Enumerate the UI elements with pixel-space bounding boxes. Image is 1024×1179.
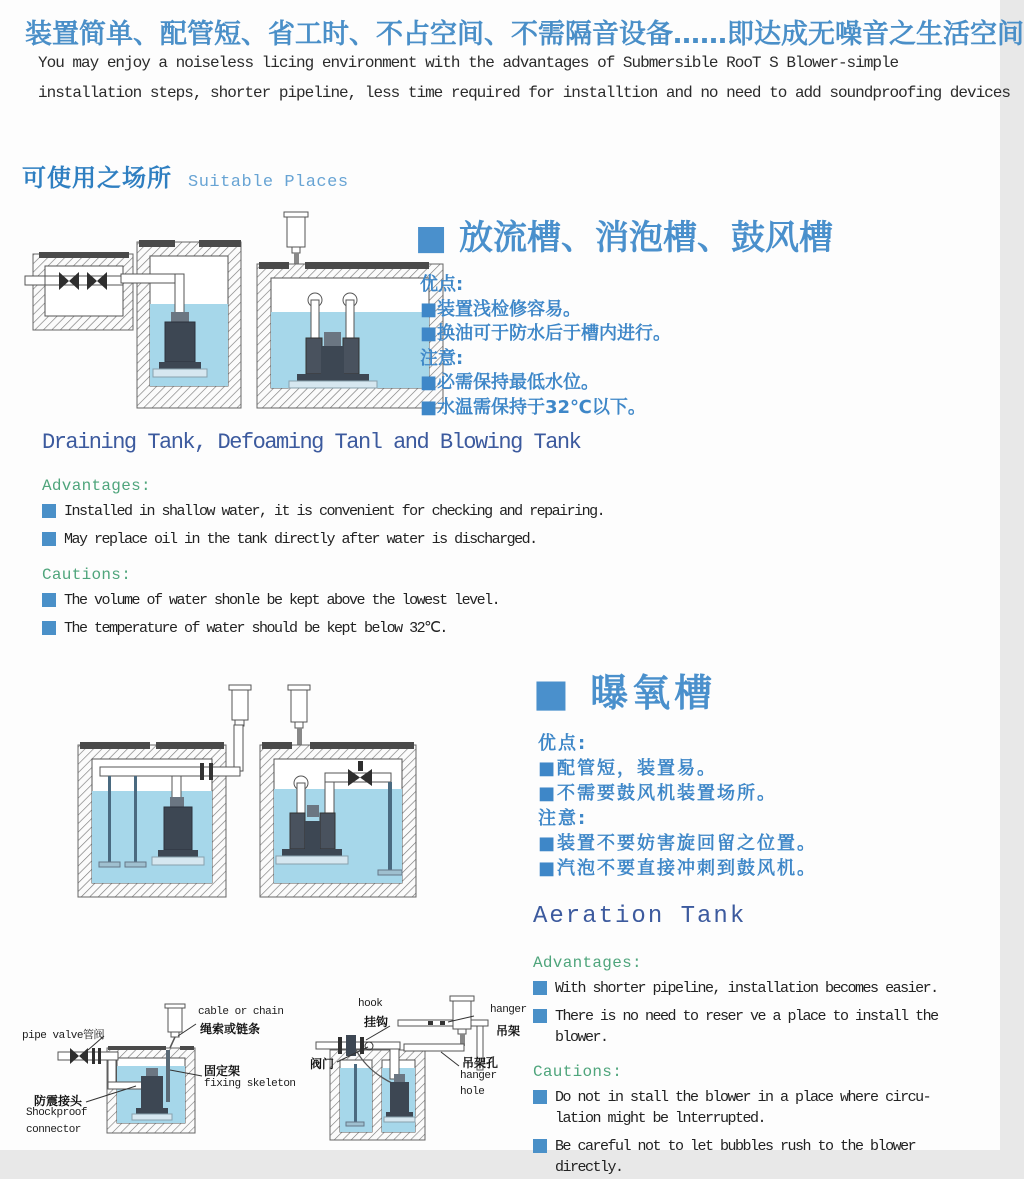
hanger-hole bbox=[428, 1021, 433, 1025]
fixing-skeleton-label-cn: 固定架 bbox=[204, 1064, 241, 1078]
section2-en-block bbox=[533, 903, 938, 1179]
advantages-label-cn: 优点: bbox=[420, 274, 464, 295]
section1-en-block bbox=[42, 430, 604, 639]
intro-paragraph bbox=[38, 48, 1010, 108]
silencer bbox=[288, 685, 310, 728]
hook-label-cn: 挂钩 bbox=[364, 1015, 389, 1029]
section2-cn-lines bbox=[538, 731, 817, 881]
cable-or-chain-label-en: cable or chain bbox=[198, 1006, 284, 1018]
bullet-text: The temperature of water should be kept below 32℃. bbox=[64, 619, 447, 637]
bullet-square-icon bbox=[42, 621, 56, 635]
suitable-places-en: Suitable Places bbox=[188, 173, 349, 192]
advantages-label-en: Advantages: bbox=[42, 477, 151, 495]
section2-title: ■ 曝氧槽 bbox=[533, 671, 717, 715]
caution-item-en bbox=[533, 1136, 938, 1179]
section1-cn-block bbox=[415, 210, 833, 420]
cable-or-chain-label-cn: 绳索或链条 bbox=[200, 1022, 261, 1036]
bullet-line: There is no need to reser ve a place to install the bbox=[555, 1007, 938, 1025]
silencer bbox=[165, 1004, 185, 1037]
hanger-hole-label-en2: hole bbox=[460, 1086, 485, 1098]
hanger-hole-label-cn: 吊架孔 bbox=[462, 1056, 499, 1070]
fixing-skeleton-label-en: fixing skeleton bbox=[204, 1078, 296, 1090]
cautions-label-en: Cautions: bbox=[533, 1062, 623, 1081]
hanger-hole-label-en1: hanger bbox=[460, 1070, 497, 1082]
fixing-skeleton-bar bbox=[166, 1050, 170, 1102]
caution-item-en bbox=[42, 590, 604, 612]
aeration-tank-left bbox=[78, 685, 251, 897]
small-tank-with-valve-chamber bbox=[25, 240, 241, 408]
section1-title-en: Draining Tank, Defoaming Tanl and Blowing Tank bbox=[42, 430, 581, 455]
bullet-text bbox=[555, 1006, 938, 1049]
advantage-item-en bbox=[533, 978, 938, 1000]
advantage-item-en bbox=[42, 501, 604, 523]
shockproof-label-cn: 防震接头 bbox=[34, 1094, 83, 1108]
diagram-draining-tanks bbox=[25, 212, 445, 412]
caution-item-cn: ■必需保持最低水位。 bbox=[420, 372, 600, 393]
bullet-text bbox=[555, 1136, 915, 1179]
silencer bbox=[284, 212, 308, 266]
bullet-square-icon bbox=[42, 593, 56, 607]
bullet-line: blower. bbox=[555, 1029, 608, 1046]
valve-label-cn: 阀门 bbox=[310, 1057, 335, 1071]
advantage-item-cn: ■不需要鼓风机装置场所。 bbox=[538, 783, 778, 804]
bullet-text bbox=[555, 1087, 930, 1130]
silencer bbox=[229, 685, 251, 726]
shockproof-label-en2: connector bbox=[26, 1124, 81, 1136]
cautions-label-cn: 注意: bbox=[538, 808, 588, 829]
hanger-label-en: hanger bbox=[490, 1004, 527, 1016]
advantage-item-cn: ■配管短，装置易。 bbox=[538, 758, 718, 779]
advantage-item-cn: ■装置浅检修容易。 bbox=[420, 298, 582, 320]
bullet-line: directly. bbox=[555, 1159, 623, 1176]
advantage-item-en bbox=[42, 529, 604, 551]
bullet-text: May replace oil in the tank directly after water is discharged. bbox=[64, 530, 537, 548]
shockproof-label-en1: Shockproof bbox=[26, 1107, 88, 1119]
caution-item-en bbox=[42, 618, 604, 640]
section2-title-en: Aeration Tank bbox=[533, 903, 747, 930]
cautions-label-en: Cautions: bbox=[42, 566, 132, 584]
pipe-valve-label: pipe valve管阀 bbox=[22, 1030, 105, 1042]
suitable-places-heading bbox=[22, 158, 349, 193]
suitable-places-cn: 可使用之场所 bbox=[22, 164, 172, 192]
hanger-label-cn: 吊架 bbox=[496, 1024, 521, 1038]
intro-line-2: installation steps, shorter pipeline, less time required for installtion and no need to add soundproofing devices bbox=[38, 84, 1010, 102]
bullet-line: Be careful not to let bubbles rush to the blower bbox=[555, 1137, 916, 1155]
section1-title: ■ 放流槽、消泡槽、鼓风槽 bbox=[415, 218, 833, 258]
page-headline: 装置简单、配管短、省工时、不占空间、不需隔音设备……即达成无噪音之生活空间 bbox=[25, 19, 1024, 50]
advantages-label-cn: 优点: bbox=[538, 733, 588, 754]
advantages-label-en: Advantages: bbox=[533, 954, 642, 972]
bullet-square-icon bbox=[42, 532, 56, 546]
bullet-text: The volume of water shonle be kept above the lowest level. bbox=[64, 592, 500, 609]
bullet-text: Installed in shallow water, it is convenient for checking and repairing. bbox=[64, 503, 605, 520]
shockproof-connector-pipe bbox=[108, 1082, 142, 1089]
bullet-line: Do not in stall the blower in a place where circu- bbox=[555, 1088, 931, 1106]
valve-symbol bbox=[70, 1048, 88, 1064]
caution-item-en bbox=[533, 1087, 938, 1130]
intro-line-1: You may enjoy a noiseless licing environment with the advantages of Submersible RooT S Blower-simple bbox=[38, 54, 899, 72]
aeration-tank-right bbox=[260, 685, 416, 897]
bullet-text: With shorter pipeline, installation becomes easier. bbox=[555, 980, 938, 997]
advantage-item-cn: ■换油可于防水后于槽内进行。 bbox=[420, 323, 672, 344]
leader-line bbox=[441, 1052, 459, 1066]
section2-cn-block bbox=[533, 662, 817, 881]
advantage-item-en bbox=[533, 1006, 938, 1049]
cautions-label-cn: 注意: bbox=[420, 347, 464, 369]
bullet-line: lation might be lnterrupted. bbox=[555, 1110, 766, 1127]
caution-item-cn: ■汽泡不要直接冲刺到鼓风机。 bbox=[538, 858, 818, 879]
bullet-square-icon bbox=[42, 504, 56, 518]
caution-item-cn: ■装置不要妨害旋回留之位置。 bbox=[538, 833, 818, 854]
hanger-hole bbox=[440, 1021, 445, 1025]
diagram-aeration-tanks bbox=[72, 685, 522, 900]
caution-item-cn: ■水温需保持于32℃以下。 bbox=[420, 396, 646, 418]
hook-label-en: hook bbox=[358, 998, 383, 1010]
section1-cn-lines bbox=[420, 273, 833, 420]
